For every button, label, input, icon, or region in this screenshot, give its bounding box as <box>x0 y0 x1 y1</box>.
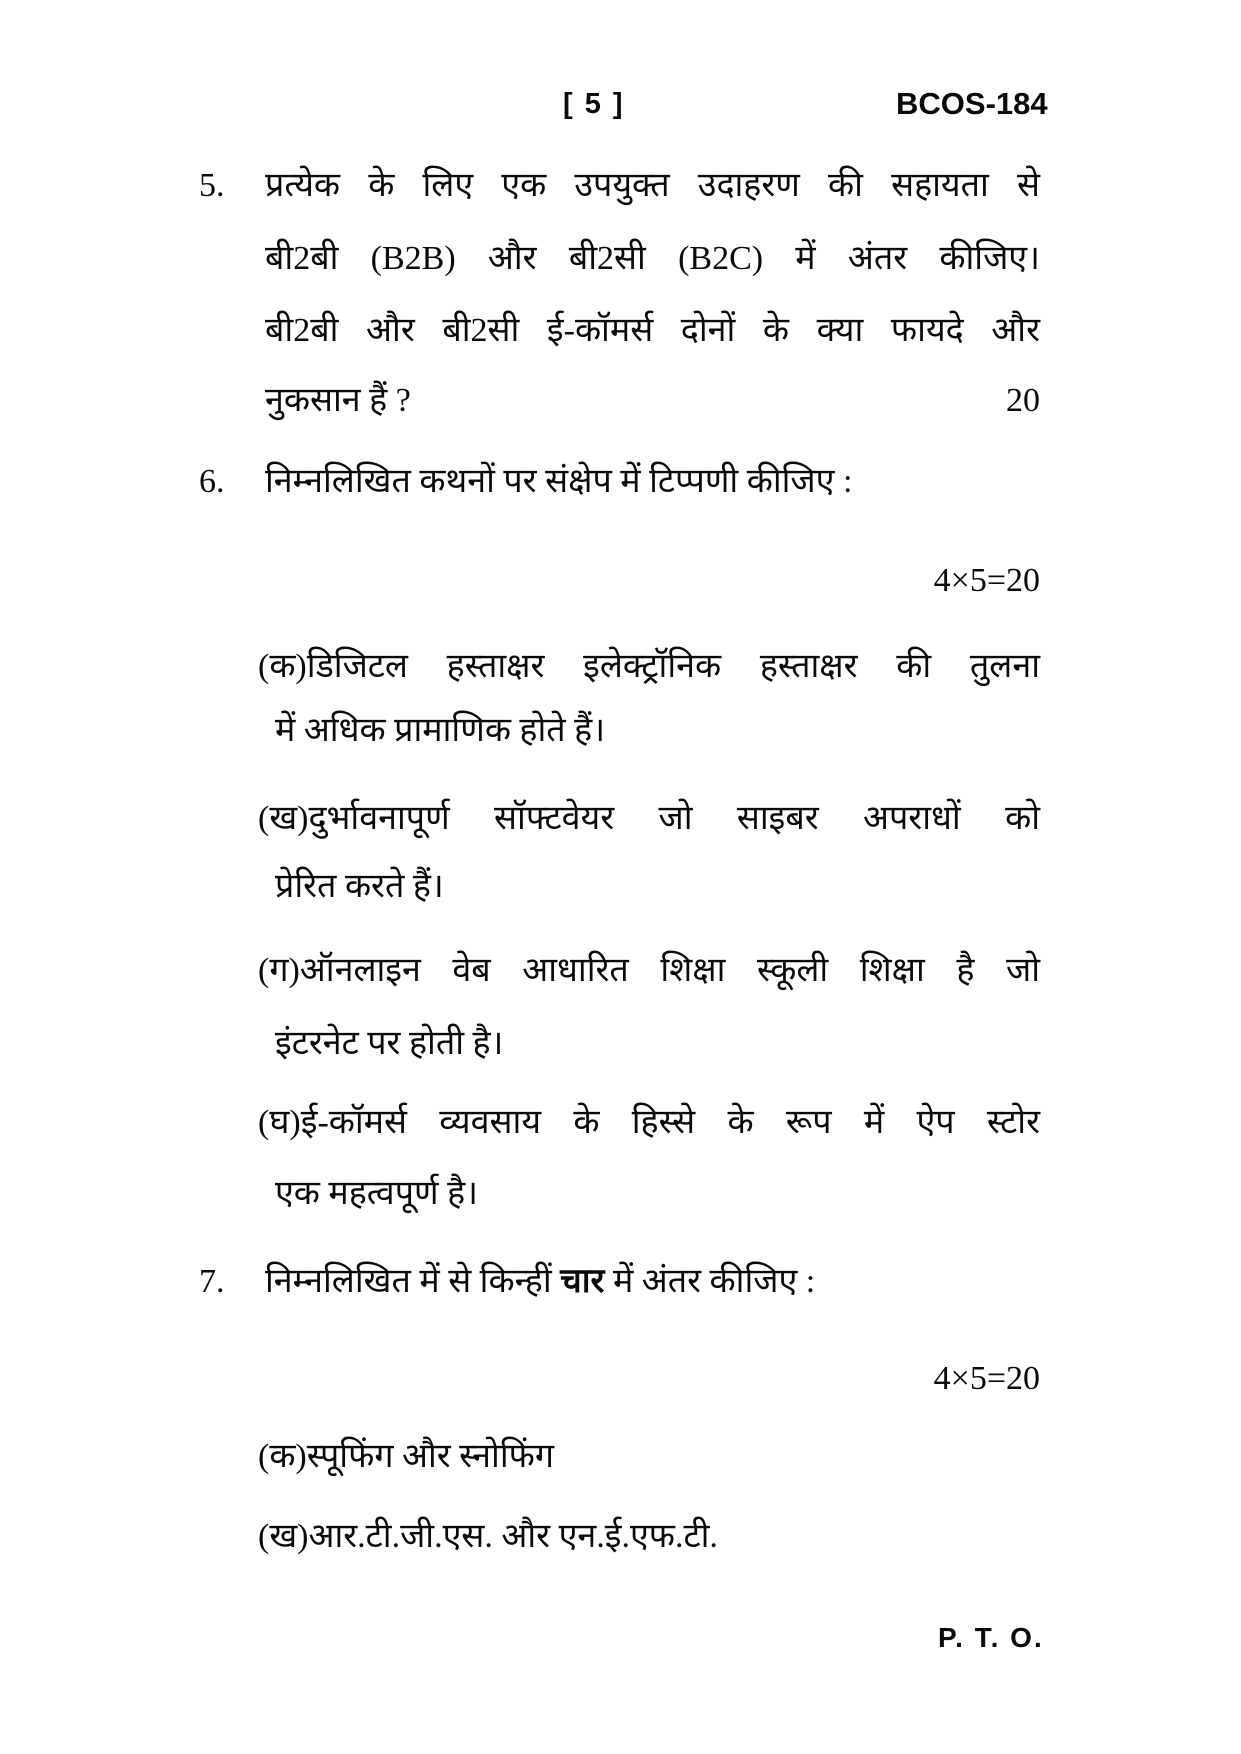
q7-item-ka <box>258 1433 1040 1481</box>
q6-item-ga <box>258 947 1040 1068</box>
q6-item-kha <box>258 795 1040 911</box>
q7-item-ka-text: स्पूफिंग और स्नोफिंग <box>306 1438 554 1475</box>
q6-item-kha-row <box>258 795 1040 843</box>
q6-item-gha <box>258 1099 1040 1218</box>
q7-item-kha <box>258 1513 1040 1561</box>
q5-line-3: बी2बी और बी2सी ई-कॉमर्स दोनों के क्या फायदे और <box>265 312 1040 349</box>
q7-title <box>265 1258 815 1306</box>
q6-item-ga-line-2: इंटरनेट पर होती है। <box>275 1025 504 1062</box>
q6-item-gha-label: (घ) <box>258 1104 301 1141</box>
q5-line-1: प्रत्येक के लिए एक उपयुक्त उदाहरण की सहायता से <box>265 167 1040 204</box>
q6-item-kha-label: (ख) <box>258 800 309 837</box>
q6-item-ka-line-2: में अधिक प्रामाणिक होते हैं। <box>275 712 606 749</box>
q6-item-kha-line-1: दुर्भावनापूर्ण सॉफ्टवेयर जो साइबर अपराधों को <box>308 800 1040 837</box>
q6-item-gha-line-1: ई-कॉमर्स व्यवसाय के हिस्से के रूप में ऐप स्टोर <box>300 1104 1040 1141</box>
q7-item-kha-label: (ख) <box>258 1518 309 1555</box>
q5-last-row <box>265 377 1040 425</box>
q7-marks: 4×5=20 <box>933 1360 1040 1397</box>
q6-item-ka-label: (क) <box>258 648 307 685</box>
q5-marks: 20 <box>1006 382 1040 419</box>
q6-item-ka-row <box>258 643 1040 691</box>
pto-label: P. T. O. <box>938 1622 1044 1653</box>
q6-item-ga-row <box>258 947 1040 995</box>
q6-marks: 4×5=20 <box>933 562 1040 599</box>
q6-item-ka-line-1: डिजिटल हस्ताक्षर इलेक्ट्रॉनिक हस्ताक्षर की तुलना <box>306 648 1040 685</box>
q6-number: 6. <box>199 463 225 500</box>
q7-number: 7. <box>199 1263 225 1300</box>
q6-item-ka <box>258 643 1040 755</box>
page-number: [ 5 ] <box>563 88 625 120</box>
q7-item-kha-row <box>258 1513 1040 1561</box>
q6-item-ga-label: (ग) <box>258 952 300 989</box>
q6-title: निम्नलिखित कथनों पर संक्षेप में टिप्पणी कीजिए : <box>265 463 853 500</box>
course-code: BCOS-184 <box>896 86 1048 121</box>
q5-line-2: बी2बी (B2B) और बी2सी (B2C) में अंतर कीजिए। <box>265 240 1040 277</box>
q7-title-prefix: निम्नलिखित में से किन्हीं <box>265 1263 561 1300</box>
q7-item-ka-label: (क) <box>258 1438 307 1475</box>
q5-line-4: नुकसान हैं ? <box>265 382 411 419</box>
q7-title-bold-word: चार <box>560 1263 605 1300</box>
q6-item-gha-line-2: एक महत्वपूर्ण है। <box>275 1175 479 1212</box>
q5-number: 5. <box>199 167 225 204</box>
q7-item-ka-row <box>258 1433 1040 1481</box>
q6-item-gha-row <box>258 1099 1040 1147</box>
q6-item-kha-line-2: प्रेरित करते हैं। <box>275 868 444 905</box>
q7-item-kha-text: आर.टी.जी.एस. और एन.ई.एफ.टी. <box>308 1518 718 1555</box>
q6-item-ga-line-1: ऑनलाइन वेब आधारित शिक्षा स्कूली शिक्षा है जो <box>299 952 1040 989</box>
q7-title-suffix: में अंतर कीजिए : <box>604 1263 816 1300</box>
